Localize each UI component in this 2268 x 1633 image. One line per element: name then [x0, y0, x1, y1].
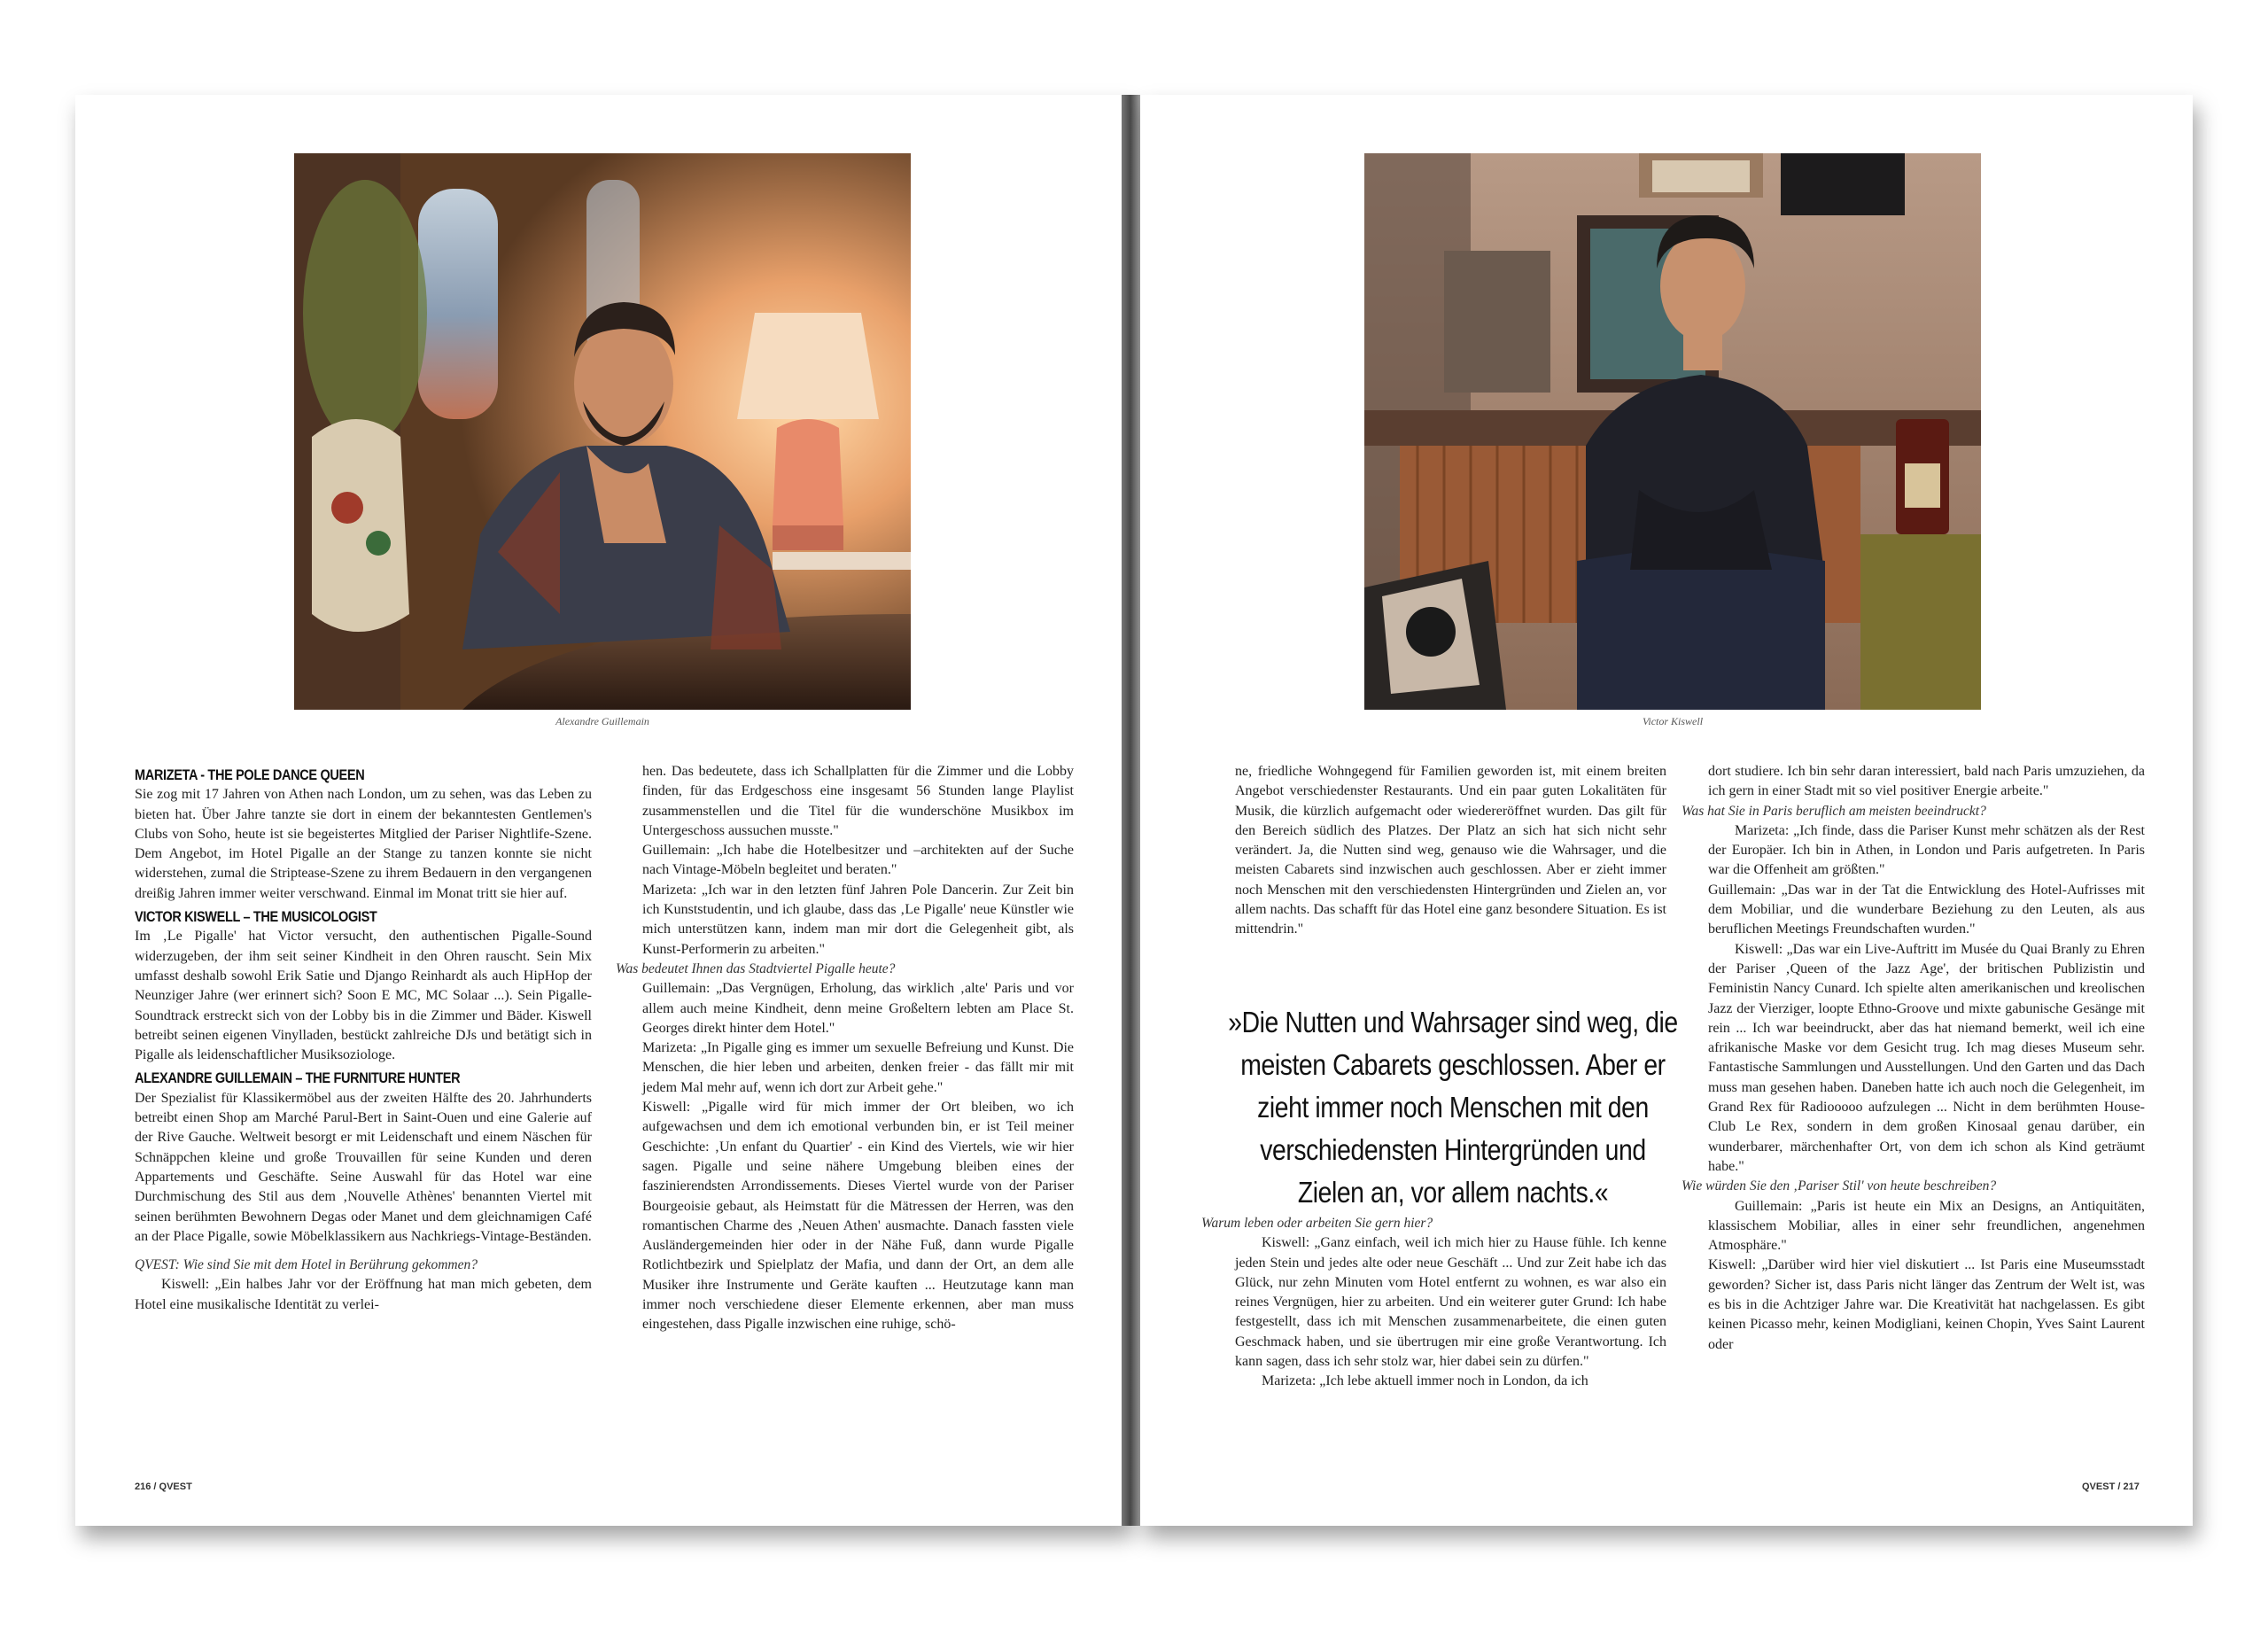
paragraph: Guillemain: „Das war in der Tat die Entwicklung des Hotel-Aufrisses mit dem Mobiliar, und die wunderbare Beziehung zu den Leuten, als aus beruflichen Meetings Freundschaften wurden.": [1708, 882, 2145, 937]
interview-question: Warum leben oder arbeiten Sie gern hier?: [1201, 1216, 1433, 1231]
interview-question: QVEST: Wie sind Sie mit dem Hotel in Berührung gekommen?: [135, 1257, 478, 1273]
pull-quote: »Die Nutten und Wahrsager sind weg, die meisten Cabarets geschlossen. Aber er zieht immer noch Menschen mit den verschiedensten Hintergründen und Zielen an, vor allem nachts.«: [1228, 1006, 1678, 1209]
right-page-column-1: [1235, 762, 1666, 940]
paragraph: Guillemain: „Ich habe die Hotelbesitzer und –architekten auf der Suche nach Vintage-Möbeln begleitet und beraten.": [642, 843, 1074, 878]
page-number-left: 216 / QVEST: [135, 1481, 192, 1492]
paragraph: Guillemain: „Das Vergnügen, Erholung, das wirklich ‚alte' Paris und vor allem auch meine Kindheit, denn meine Großeltern lebten am Place St. Georges direkt hinter dem Hotel.": [642, 981, 1074, 1036]
portrait-illustration: [1364, 153, 1981, 710]
photo-caption-left: Alexandre Guillemain: [555, 715, 649, 727]
subheading-alexandre-guillemain: ALEXANDRE GUILLEMAIN – THE FURNITURE HUNTER: [135, 1070, 461, 1087]
paragraph: Kiswell: „Das war ein Live-Auftritt im Musée du Quai Branly zu Ehren der Pariser ‚Queen of the Jazz Age', der britischen Publizistin und Feministin Nancy Cunard. Ich spielte alten amerikanischen und kreolischen Jazz der Vierziger, loopte Ethno-Groove und mixte gabunische Gesänge mit rein ... Ich war beeindruckt, aber das hat niemand bemerkt, weil ich eine afrikanische Maske vor dem Gesicht trug. Ich mag dieses Museum sehr. Fantastische Sammlungen und Ausstellungen. Und den Garten und das Dach muss man gesehen haben. Daneben hatte ich auch noch die Gelegenheit, im Grand Rex für Radiooooo aufzulegen ... Nicht in dem berühmten House-Club Le Rex, sondern in dem großen Kinosaal genau darüber, ein wunderbarer, märchenhafter Ort, von dem ich schon als Kind geträumt habe.": [1708, 941, 2145, 1174]
subheading-victor-kiswell: VICTOR KISWELL – THE MUSICOLOGIST: [135, 909, 377, 926]
right-page-column-1-lower: [1201, 1214, 1666, 1392]
page-number-right: QVEST / 217: [2082, 1481, 2140, 1492]
right-page-column-2: [1682, 762, 2145, 1355]
interview-question: Was bedeutet Ihnen das Stadtviertel Pigalle heute?: [616, 960, 896, 976]
paragraph: Guillemain: „Paris ist heute ein Mix an Designs, an Antiquitäten, klassischem Mobiliar, alles in einer sehr freundlichen, angenehmen Atmosphäre.": [1708, 1198, 2145, 1254]
interview-question: Was hat Sie in Paris beruflich am meisten beeindruckt?: [1682, 803, 1986, 819]
spread-spine: [1122, 95, 1141, 1526]
paragraph: ne, friedliche Wohngegend für Familien geworden ist, mit einem breiten Angebot verschiedenster Restaurants. Und ein paar guten Lokalitäten für Musik, die kürzlich aufgemacht oder wiedereröffnet wurden. Das gilt für den Bereich südlich des Platzes. Der Platz an sich hat sich nicht sehr verändert. Ja, die Nutten sind weg, genauso wie die Wahrsager, und die meisten Cabarets sind inzwischen auch geschlossen. Aber er zieht immer noch Menschen mit den verschiedensten Hintergründen und Zielen an, vor allem nachts. Das schafft für das Hotel eine ganz besondere Situation. Es ist mittendrin.": [1235, 764, 1666, 937]
photo-alexandre-guillemain: [294, 153, 911, 710]
paragraph: Marizeta: „Ich war in den letzten fünf Jahren Pole Dancerin. Zur Zeit bin ich Kunststudentin, und ich glaube, dass das ‚Le Pigalle' neue Künstler wie mich unterstützen kann, indem man mir dort die Gelegenheit gibt, als Kunst-Performerin zu arbeiten.": [642, 882, 1074, 957]
portrait-illustration: [294, 153, 911, 710]
subheading-marizeta: MARIZETA - THE POLE DANCE QUEEN: [135, 767, 365, 783]
paragraph: Marizeta: „Ich lebe aktuell immer noch in London, da ich: [1262, 1373, 1588, 1389]
left-page-column-1: [135, 762, 592, 1315]
paragraph: dort studiere. Ich bin sehr daran interessiert, bald nach Paris umzuziehen, da ich gern in einer Stadt mit so viel positiver Energie arbeite.": [1708, 764, 2145, 799]
paragraph: Kiswell: „Ganz einfach, weil ich mich hier zu Hause fühle. Ich kenne jeden Stein und jedes alte oder neue Geschäft ... Und zur Zeit habe ich das Glück, nur zehn Minuten vom Hotel entfernt zu wohnen, es war also ein reines Vergnügen, hier zu arbeiten. Und ein weiterer guter Grund: Ich habe festgestellt, dass ich mit Menschen zusammenarbeitete, die einen guten Geschmack haben, und sie übertrugen mir eine große Verantwortung. Ich kann sagen, dass ich sehr stolz war, hier dabei sein zu dürfen.": [1235, 1235, 1666, 1370]
paragraph: hen. Das bedeutete, dass ich Schallplatten für die Zimmer und die Lobby finden, für das Erdgeschoss eine insgesamt 56 Stunden lange Playlist zusammenstellen und die Titel für die wunderschöne Musikbox im Untergeschoss aussuchen musste.": [642, 764, 1074, 838]
paragraph: Kiswell: „Pigalle wird für mich immer der Ort bleiben, wo ich aufgewachsen und dem ich emotional verbunden bin, er ist Teil meiner Geschichte: ‚Un enfant du Quartier' - ein Kind des Viertels, wie wir hier sagen. Pigalle und seine nähere Umgebung bleiben eines der faszinierendsten Arrondissements. Dieses Viertel wurde von der Pariser Bourgeoisie gebaut, als Heimstatt für die Mätressen der Herren, was den romantischen Charme des ‚Neuen Athen' ausmachte. Danach fassten viele Ausländergemeinden hier oder in der Nähe Fuß, dann wurde Pigalle Rotlichtbezirk und Spielplatz der Mafia, und dann der Ort, an dem alle Musiker ihre Instrumente und Geräte kauften ... Heutzutage kann man immer noch verschiedene dieser Elemente erkennen, aber man muss eingestehen, dass Pigalle inzwischen eine ruhige, schö-: [642, 1100, 1074, 1333]
paragraph: Marizeta: „In Pigalle ging es immer um sexuelle Befreiung und Kunst. Die Menschen, die hier leben und arbeiten, denken freier - das fällt mir mit jedem Mal mehr auf, wenn ich dort zur Arbeit gehe.": [642, 1040, 1074, 1095]
paragraph: Kiswell: „Darüber wird hier viel diskutiert ... Ist Paris eine Museumsstadt geworden? Sicher ist, dass Paris nicht länger das Zentrum der Welt ist, was es bis in die Achtziger Jahre war. Die Kreativität hat nachgelassen. Es gibt keinen Picasso mehr, keinen Modigliani, keinen Chopin, Yves Saint Laurent oder: [1708, 1257, 2145, 1352]
photo-victor-kiswell: [1364, 153, 1981, 710]
left-page-column-2: [616, 762, 1074, 1335]
paragraph: Im ‚Le Pigalle' hat Victor versucht, den authentischen Pigalle-Sound widerzugeben, der ihm seit seiner Kindheit in den Ohren rauscht. Sein Mix umfasst deshalb sowohl Erik Satie und Django Reinhardt als auch HipHop der Neunziger Jahre (wer erinnert sich? Soon E MC, MC Solaar ...). Sein Pigalle-Soundtrack erstreckt sich von der Lobby bis in die Zimmer und Bäder. Kiswell betreibt seinen eigenen Vinylladen, bestückt zahlreiche DJs und betätigt sich in Pigalle als leidenschaftlicher Musiksoziologe.: [135, 929, 592, 1063]
interview-question: Wie würden Sie den ‚Pariser Stil' von heute beschreiben?: [1682, 1178, 1997, 1194]
paragraph: Marizeta: „Ich finde, dass die Pariser Kunst mehr schätzen als der Rest der Europäer. Ich bin in Athen, in London und Paris aufgetreten. In Paris war die Offenheit am größten.": [1708, 822, 2145, 878]
paragraph: Kiswell: „Ein halbes Jahr vor der Eröffnung hat man mich gebeten, dem Hotel eine musikalische Identität zu verlei-: [135, 1277, 592, 1312]
paragraph: Sie zog mit 17 Jahren von Athen nach London, um zu sehen, was das Leben zu bieten hat. Über Jahre tanzte sie dort in einem der bekanntesten Gentlemen's Clubs von Soho, heute ist sie begeistertes Mitglied der Pariser Nightlife-Szene. Dem Angebot, im Hotel Pigalle an der Stange zu tanzen konnte sie nicht widerstehen, zumal die Striptease-Szene zu ihrem Bedauern in den vergangenen dreißig Jahren immer weiter verschwand. Einmal im Monat tritt sie hier auf.: [135, 787, 592, 901]
photo-caption-right: Victor Kiswell: [1642, 715, 1704, 727]
paragraph: Der Spezialist für Klassikermöbel aus der zweiten Hälfte des 20. Jahrhunderts betreibt einen Shop am Marché Parul-Bert in Saint-Ouen und eine Galerie auf der Rive Gauche. Weltweit besorgt er mit Leidenschaft und einem Näschen für Schnäppchen kleine und große Trouvaillen für seine Kunden und deren Appartements und Geschäfte. Seine Auswahl für das Hotel war eine Durchmischung des Stil aus dem ‚Nouvelle Athènes' benannten Viertel mit seinen berühmten Bewohnern Degas oder Manet und dem gleichnamigen Café an der Place Pigalle, sowie Möbelklassikern aus Nachkriegs-Vintage-Beständen.: [135, 1090, 592, 1244]
